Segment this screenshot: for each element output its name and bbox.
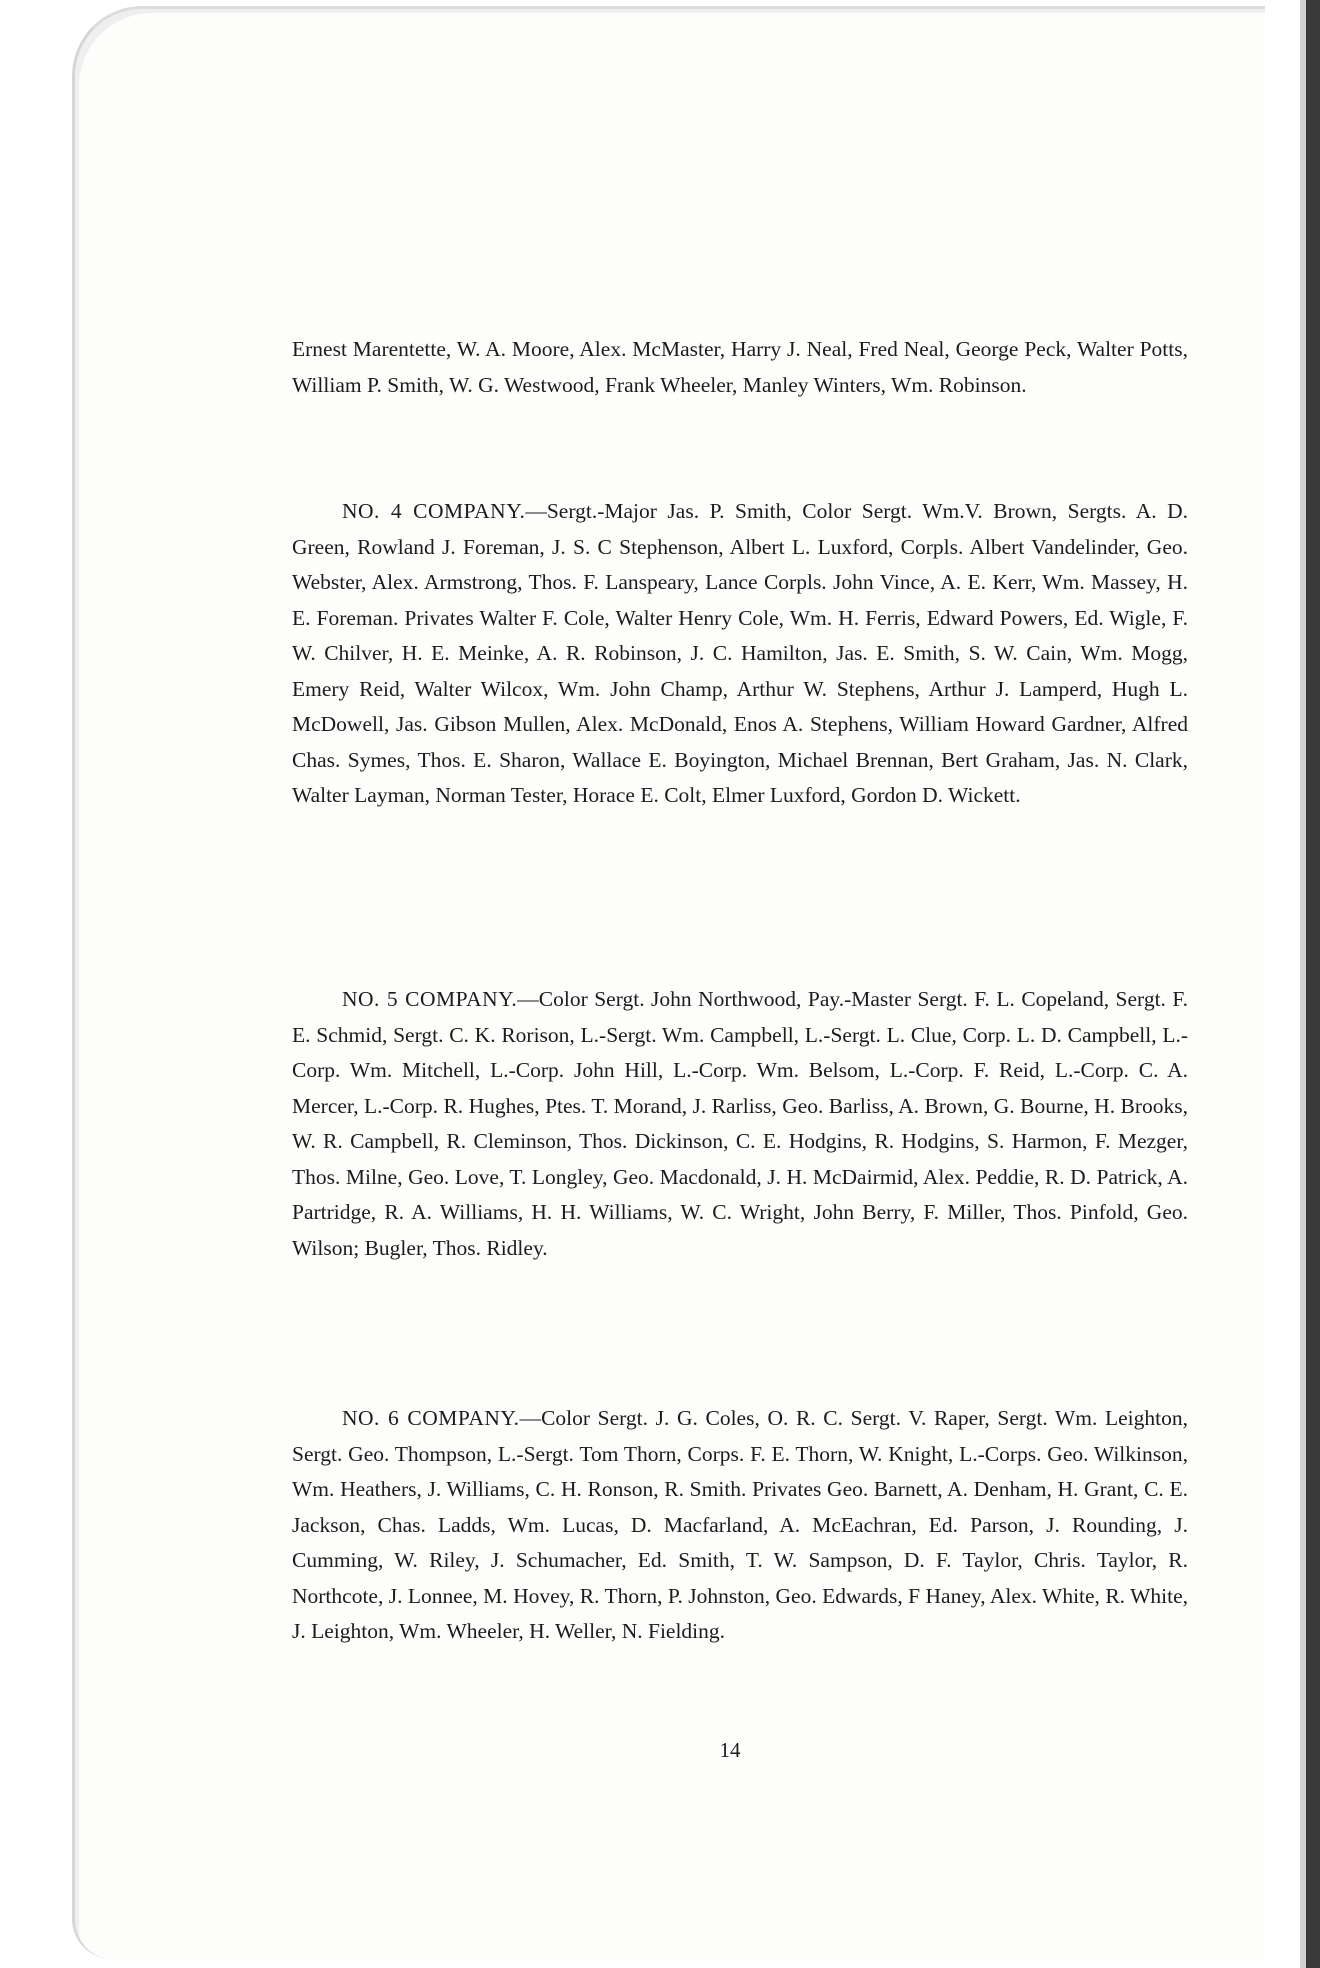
- company-5-roster: [292, 982, 1188, 1266]
- company-4-members: —Sergt.-Major Jas. P. Smith, Color Sergt. Wm.V. Brown, Sergts. A. D. Green, Rowland J. Foreman, J. S. C Stephenson, Albert L. Luxford, Corpls. Albert Vandelinder, Geo. Webster, Alex. Armstrong, Thos. F. Lanspeary, Lance Corpls. John Vince, A. E. Kerr, Wm. Massey, H. E. Foreman. Privates Walter F. Cole, Walter Henry Cole, Wm. H. Ferris, Edward Powers, Ed. Wigle, F. W. Chilver, H. E. Meinke, A. R. Robinson, J. C. Hamilton, Jas. E. Smith, S. W. Cain, Wm. Mogg, Emery Reid, Walter Wilcox, Wm. John Champ, Arthur W. Stephens, Arthur J. Lamperd, Hugh L. McDowell, Jas. Gibson Mullen, Alex. McDonald, Enos A. Stephens, William Howard Gardner, Alfred Chas. Symes, Thos. E. Sharon, Wallace E. Boyington, Michael Brennan, Bert Graham, Jas. N. Clark, Walter Layman, Norman Tester, Horace E. Colt, Elmer Luxford, Gordon D. Wickett.: [292, 499, 1188, 807]
- company-4-roster: [292, 494, 1188, 814]
- roster-continuation: Ernest Marentette, W. A. Moore, Alex. McMaster, Harry J. Neal, Fred Neal, George Peck, Walter Potts, William P. Smith, W. G. Westwood, Frank Wheeler, Manley Winters, Wm. Robinson.: [292, 337, 1188, 397]
- page-number: 14: [719, 1738, 741, 1762]
- company-6-heading: NO. 6 COMPANY.: [342, 1406, 520, 1430]
- company-6-roster: [292, 1401, 1188, 1650]
- company-5-members: —Color Sergt. John Northwood, Pay.-Master Sergt. F. L. Copeland, Sergt. F. E. Schmid, Sergt. C. K. Rorison, L.-Sergt. Wm. Campbell, L.-Sergt. L. Clue, Corp. L. D. Campbell, L.-Corp. Wm. Mitchell, L.-Corp. John Hill, L.-Corp. Wm. Belsom, L.-Corp. F. Reid, L.-Corp. C. A. Mercer, L.-Corp. R. Hughes, Ptes. T. Morand, J. Rarliss, Geo. Barliss, A. Brown, G. Bourne, H. Brooks, W. R. Campbell, R. Cleminson, Thos. Dickinson, C. E. Hodgins, R. Hodgins, S. Harmon, F. Mezger, Thos. Milne, Geo. Love, T. Longley, Geo. Macdonald, J. H. McDairmid, Alex. Peddie, R. D. Patrick, A. Partridge, R. A. Williams, H. H. Williams, W. C. Wright, John Berry, F. Miller, Thos. Pinfold, Geo. Wilson; Bugler, Thos. Ridley.: [292, 987, 1188, 1260]
- page-edge: [1306, 0, 1320, 1968]
- company-4-heading: NO. 4 COMPANY.: [342, 499, 526, 523]
- company-5-heading: NO. 5 COMPANY.: [342, 987, 518, 1011]
- company-6-members: —Color Sergt. J. G. Coles, O. R. C. Sergt. V. Raper, Sergt. Wm. Leighton, Sergt. Geo. Thompson, L.-Sergt. Tom Thorn, Corps. F. E. Thorn, W. Knight, L.-Corps. Geo. Wilkinson, Wm. Heathers, J. Williams, C. H. Ronson, R. Smith. Privates Geo. Barnett, A. Denham, H. Grant, C. E. Jackson, Chas. Ladds, Wm. Lucas, D. Macfarland, A. McEachran, Ed. Parson, J. Rounding, J. Cumming, W. Riley, J. Schumacher, Ed. Smith, T. W. Sampson, D. F. Taylor, Chris. Taylor, R. Northcote, J. Lonnee, M. Hovey, R. Thorn, P. Johnston, Geo. Edwards, F Haney, Alex. White, R. White, J. Leighton, Wm. Wheeler, H. Weller, N. Fielding.: [292, 1406, 1188, 1643]
